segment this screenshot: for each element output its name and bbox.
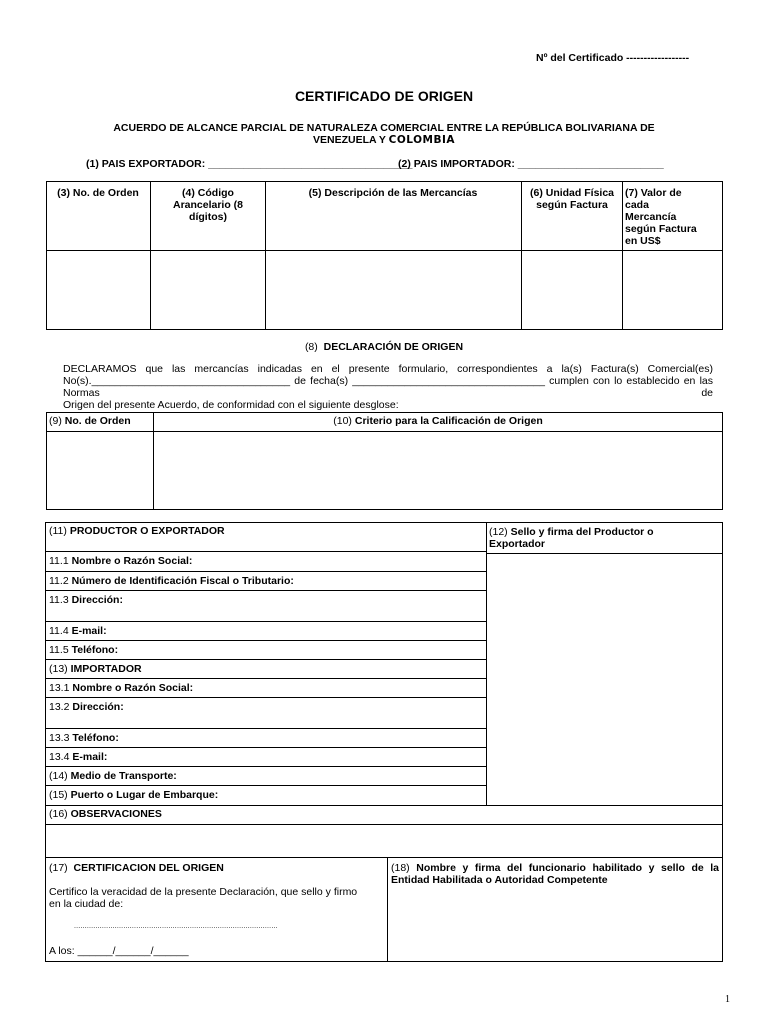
field-label: PRODUCTOR O EXPORTADOR xyxy=(69,525,225,537)
producer-signature-area[interactable] xyxy=(487,554,722,804)
declaration-line[interactable]: No(s).__________________________________ de fecha(s) _________________________________ cumplen con lo establecido en las Normas de xyxy=(63,375,713,399)
row-divider xyxy=(45,640,486,641)
field-number: (13) xyxy=(49,663,68,675)
producer-tax-id-field[interactable] xyxy=(49,575,294,587)
official-signature-area[interactable] xyxy=(388,890,722,961)
agreement-heading-line1: ACUERDO DE ALCANCE PARCIAL DE NATURALEZA COMERCIAL ENTRE LA REPÚBLICA BOLIVARIANA DE xyxy=(113,122,655,134)
field-number: 11.4 xyxy=(49,625,69,637)
importer-country-field[interactable]: (2) PAIS IMPORTADOR: _________________________ xyxy=(398,158,664,170)
importer-section-title xyxy=(49,663,142,675)
importer-address-field[interactable] xyxy=(49,701,124,713)
row-divider xyxy=(45,659,486,660)
shipping-port-field[interactable] xyxy=(49,789,218,801)
certification-title xyxy=(49,862,224,874)
agreement-heading-line2 xyxy=(60,134,708,146)
field-label: CERTIFICACION DEL ORIGEN xyxy=(73,862,224,874)
field-label: Dirección: xyxy=(72,701,124,713)
row-divider xyxy=(45,805,723,806)
field-label: IMPORTADOR xyxy=(70,663,142,675)
agreement-heading xyxy=(60,122,708,146)
row-divider xyxy=(45,571,486,572)
field-number: (12) xyxy=(489,526,508,538)
row-divider xyxy=(45,621,486,622)
certification-date-field[interactable]: A los: ______/______/______ xyxy=(49,945,189,957)
field-number: (17) xyxy=(49,862,68,874)
criteria-col-criterion xyxy=(154,415,722,427)
producer-email-field[interactable] xyxy=(49,625,107,637)
row-divider xyxy=(45,728,486,729)
goods-col-value: (7) Valor de cada Mercancía según Factura en US$ xyxy=(625,187,697,247)
importer-phone-field[interactable] xyxy=(49,732,119,744)
row-divider xyxy=(45,678,486,679)
field-label: OBSERVACIONES xyxy=(70,808,162,820)
goods-col-unit: (6) Unidad Física según Factura xyxy=(529,187,614,211)
document-title: CERTIFICADO DE ORIGEN xyxy=(294,88,474,104)
field-number: 11.1 xyxy=(49,555,69,567)
field-number: (14) xyxy=(49,770,68,782)
goods-unit-input[interactable] xyxy=(522,251,621,329)
field-label: Nombre o Razón Social: xyxy=(71,555,193,567)
goods-tariff-code-input[interactable] xyxy=(151,251,264,329)
field-number: 11.3 xyxy=(49,594,69,606)
field-number: 13.4 xyxy=(49,751,70,763)
field-label: Teléfono: xyxy=(72,732,119,744)
field-number: 13.1 xyxy=(49,682,70,694)
declaration-text xyxy=(63,363,713,411)
goods-col-order-number: (3) No. de Orden xyxy=(57,187,139,199)
field-label: Medio de Transporte: xyxy=(70,770,177,782)
field-label: Puerto o Lugar de Embarque: xyxy=(70,789,219,801)
certification-text: Certifico la veracidad de la presente Declaración, que sello y firmo en la ciudad de: xyxy=(49,886,358,910)
field-label: Nombre y firma del funcionario habilitado y sello de la Entidad Habilitada o Autoridad Competente xyxy=(391,862,719,886)
city-signature-line[interactable]: ............................................................................................... xyxy=(74,923,278,930)
certificate-number-label: Nº del Certificado ------------------ xyxy=(536,52,690,64)
field-number: (9) xyxy=(49,415,62,427)
producer-phone-field[interactable] xyxy=(49,644,118,656)
row-divider xyxy=(45,857,723,858)
exporter-country-field[interactable]: (1) PAIS EXPORTADOR: ___________________________________ xyxy=(86,158,413,170)
field-number: (15) xyxy=(49,789,68,801)
field-label: E-mail: xyxy=(72,751,108,763)
goods-order-number-input[interactable] xyxy=(47,251,149,329)
agreement-country-colombia: COLOMBIA xyxy=(388,134,456,146)
field-number: 13.3 xyxy=(49,732,70,744)
importer-name-field[interactable] xyxy=(49,682,193,694)
field-label: Teléfono: xyxy=(71,644,119,656)
goods-description-input[interactable] xyxy=(266,251,520,329)
field-label: Sello y firma del Productor o Exportador xyxy=(489,526,654,550)
declaration-title: DECLARACIÓN DE ORIGEN xyxy=(323,341,464,353)
field-number: 11.2 xyxy=(49,575,69,587)
producer-signature-title xyxy=(489,526,669,550)
field-number: 13.2 xyxy=(49,701,70,713)
field-label: Dirección: xyxy=(71,594,123,606)
importer-email-field[interactable] xyxy=(49,751,107,763)
criteria-order-number-input[interactable] xyxy=(47,432,152,509)
official-signature-title xyxy=(391,862,719,886)
row-divider xyxy=(45,697,486,698)
row-divider xyxy=(45,766,486,767)
criteria-col-order-number xyxy=(49,415,131,427)
page-number: 1 xyxy=(725,994,730,1005)
declaration-line: DECLARAMOS que las mercancías indicadas en el presente formulario, correspondientes a la(s) Factura(s) Comercial(es) xyxy=(63,363,713,375)
row-divider xyxy=(45,590,486,591)
field-number: 11.5 xyxy=(49,644,69,656)
row-divider xyxy=(45,785,486,786)
producer-name-field[interactable] xyxy=(49,555,192,567)
goods-col-tariff-code: (4) Código Arancelario (8 dígitos) xyxy=(172,187,244,223)
transport-mode-field[interactable] xyxy=(49,770,177,782)
declaration-line: Origen del presente Acuerdo, de conformidad con el siguiente desglose: xyxy=(63,399,399,411)
field-label: Criterio para la Calificación de Origen xyxy=(354,415,543,427)
field-number: (18) xyxy=(391,862,410,874)
field-number: (11) xyxy=(49,525,67,537)
field-number: (10) xyxy=(333,415,352,427)
field-label: Número de Identificación Fiscal o Tributario: xyxy=(71,575,294,587)
goods-value-input[interactable] xyxy=(623,251,722,329)
goods-col-description: (5) Descripción de las Mercancías xyxy=(308,187,478,199)
declaration-heading xyxy=(0,341,768,353)
observations-title xyxy=(49,808,162,820)
row-divider xyxy=(45,551,486,552)
field-label: No. de Orden xyxy=(64,415,131,427)
criteria-input[interactable] xyxy=(154,432,722,509)
field-label: Nombre o Razón Social: xyxy=(72,682,194,694)
field-number: (16) xyxy=(49,808,68,820)
declaration-number: (8) xyxy=(304,341,318,353)
producer-address-field[interactable] xyxy=(49,594,123,606)
field-label: E-mail: xyxy=(71,625,107,637)
observations-input[interactable] xyxy=(46,825,722,856)
agreement-country-venezuela: VENEZUELA Y xyxy=(312,134,389,146)
producer-exporter-section-title xyxy=(49,525,225,537)
row-divider xyxy=(45,747,486,748)
